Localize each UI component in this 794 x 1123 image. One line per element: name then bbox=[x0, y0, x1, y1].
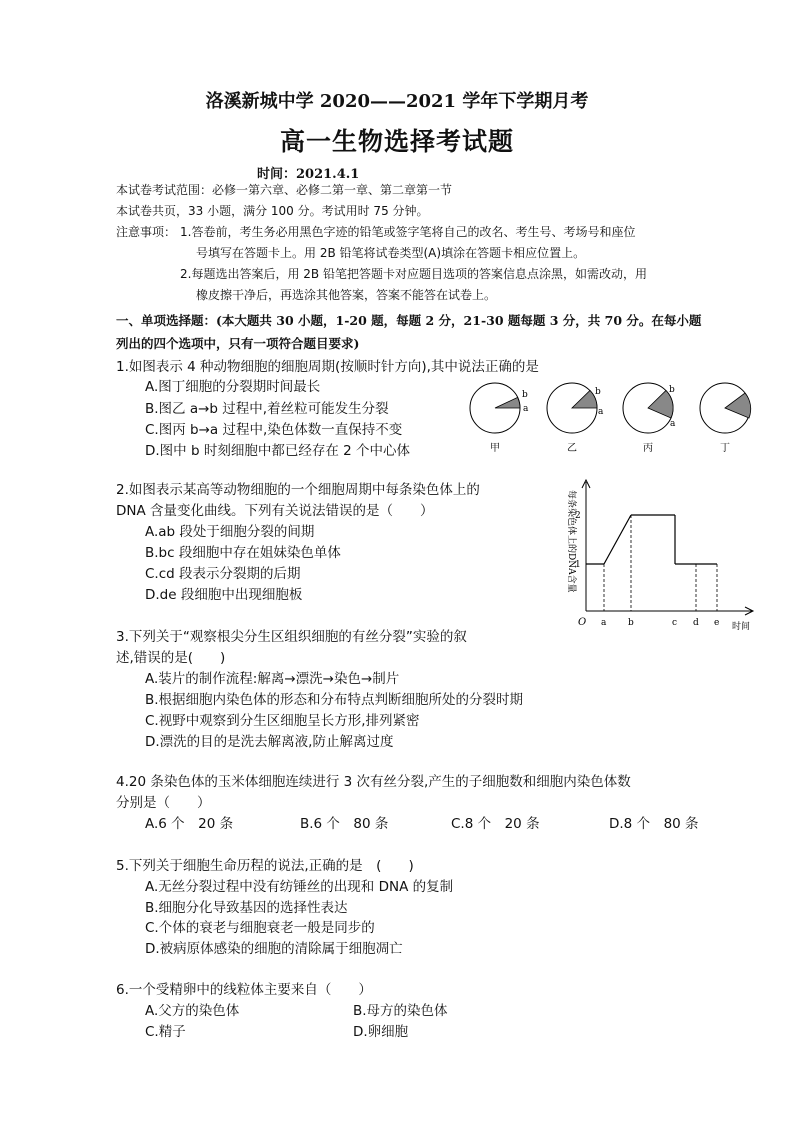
exam-subtitle: 高一生物选择考试题 bbox=[279, 127, 514, 156]
question-5-option-c: C.个体的衰老与细胞衰老一般是同步的 bbox=[145, 920, 375, 936]
question-2-option-a: A.ab 段处于细胞分裂的间期 bbox=[145, 524, 315, 540]
question-6-option-c: C.精子 bbox=[145, 1024, 186, 1040]
cycle-circle-ding bbox=[700, 383, 751, 454]
question-2-stem-cont: DNA 含量变化曲线。下列有关说法错误的是（ ） bbox=[116, 503, 434, 519]
graph-tick-1: 1 bbox=[575, 560, 581, 570]
graph-tick-d: d bbox=[693, 618, 699, 628]
question-3-option-c: C.视野中观察到分生区细胞呈长方形,排列紧密 bbox=[145, 713, 420, 729]
question-3-option-a: A.装片的制作流程:解离→漂洗→染色→制片 bbox=[145, 671, 400, 687]
exam-title: 洛溪新城中学 2020——2021 学年下学期月考 bbox=[205, 91, 589, 112]
yi-label: 乙 bbox=[567, 443, 577, 454]
question-1-option-c: C.图丙 b→a 过程中,染色体数一直保持不变 bbox=[145, 422, 403, 438]
graph-y-label: 每条染色体上的DNA含量 bbox=[566, 490, 576, 593]
section-heading-cont: 列出的四个选项中，只有一项符合题目要求) bbox=[116, 336, 360, 351]
question-6-option-a: A.父方的染色体 bbox=[145, 1003, 240, 1019]
cycle-circle-yi bbox=[547, 383, 604, 454]
bing-point-b: b bbox=[669, 385, 675, 395]
note2-line2: 橡皮擦干净后，再选涂其他答案，答案不能答在试卷上。 bbox=[196, 288, 497, 302]
exam-scope: 本试卷考试范围：必修一第六章、必修二第一章、第二章第一节 bbox=[116, 183, 453, 197]
exam-time: 时间：2021.4.1 bbox=[257, 167, 360, 182]
question-5-option-d: D.被病原体感染的细胞的清除属于细胞凋亡 bbox=[145, 941, 403, 957]
bing-label: 丙 bbox=[643, 443, 653, 454]
exam-pages: 本试卷共页，33 小题，满分 100 分。考试用时 75 分钟。 bbox=[116, 204, 429, 218]
note2-line1: 2.每题选出答案后，用 2B 铅笔把答题卡对应题目选项的答案信息点涂黑，如需改动，用 bbox=[180, 267, 647, 281]
question-6-stem: 6.一个受精卵中的线粒体主要来自（ ） bbox=[116, 982, 372, 998]
jia-point-a: a bbox=[523, 404, 529, 414]
ding-label: 丁 bbox=[720, 443, 730, 454]
question-1-stem: 1.如图表示 4 种动物细胞的细胞周期(按顺时针方向),其中说法正确的是 bbox=[116, 359, 539, 375]
graph-origin: O bbox=[578, 617, 587, 628]
graph-tick-2: 2 bbox=[575, 511, 581, 521]
question-4-stem-cont: 分别是（ ） bbox=[116, 795, 211, 811]
graph-tick-b: b bbox=[628, 618, 634, 628]
yi-point-a: a bbox=[598, 407, 604, 417]
question-5-option-a: A.无丝分裂过程中没有纺锤丝的出现和 DNA 的复制 bbox=[145, 879, 454, 895]
question-1-option-b: B.图乙 a→b 过程中,着丝粒可能发生分裂 bbox=[145, 401, 389, 417]
question-6-option-b: B.母方的染色体 bbox=[353, 1003, 448, 1019]
question-2-stem: 2.如图表示某高等动物细胞的一个细胞周期中每条染色体上的 bbox=[116, 482, 480, 498]
graph-x-label: 时间 bbox=[732, 622, 751, 632]
question-4-option-a: A.6 个 20 条 bbox=[145, 816, 234, 832]
question-1-option-a: A.图丁细胞的分裂期时间最长 bbox=[145, 379, 321, 395]
question-3-stem: 3.下列关于“观察根尖分生区组织细胞的有丝分裂”实验的叙 bbox=[116, 629, 467, 645]
bing-point-a: a bbox=[670, 419, 676, 429]
yi-point-b: b bbox=[595, 387, 601, 397]
graph-tick-c: c bbox=[672, 618, 678, 628]
jia-point-b: b bbox=[522, 390, 528, 400]
question-4-option-b: B.6 个 80 条 bbox=[300, 816, 389, 832]
graph-tick-e: e bbox=[714, 618, 720, 628]
question-4-stem: 4.20 条染色体的玉米体细胞连续进行 3 次有丝分裂,产生的子细胞数和细胞内染色体数 bbox=[116, 774, 631, 790]
question-4-option-d: D.8 个 80 条 bbox=[609, 816, 699, 832]
question-5-option-b: B.细胞分化导致基因的选择性表达 bbox=[145, 900, 348, 916]
question-2-option-c: C.cd 段表示分裂期的后期 bbox=[145, 566, 301, 582]
note1-line1: 1.答卷前，考生务必用黑色字迹的铅笔或签字笔将自己的改名、考生号、考场号和座位 bbox=[180, 225, 636, 239]
dna-content-graph bbox=[555, 478, 765, 633]
question-3-stem-cont: 述,错误的是( ) bbox=[116, 650, 226, 666]
notes-label: 注意事项： bbox=[116, 225, 177, 239]
question-4-option-c: C.8 个 20 条 bbox=[451, 816, 540, 832]
question-5-stem: 5.下列关于细胞生命历程的说法,正确的是 ( ) bbox=[116, 858, 414, 874]
section-heading: 一、单项选择题：(本大题共 30 小题，1-20 题，每题 2 分，21-30 题每题 3 分，共 70 分。在每小题 bbox=[116, 313, 702, 328]
question-2-option-d: D.de 段细胞中出现细胞板 bbox=[145, 587, 303, 603]
graph-tick-a: a bbox=[601, 618, 607, 628]
cycle-circle-jia bbox=[470, 383, 529, 454]
question-3-option-d: D.漂洗的目的是洗去解离液,防止解离过度 bbox=[145, 734, 394, 750]
question-2-option-b: B.bc 段细胞中存在姐妹染色单体 bbox=[145, 545, 341, 561]
jia-label: 甲 bbox=[490, 443, 500, 454]
cycle-circle-bing bbox=[623, 383, 676, 454]
cell-cycle-figure bbox=[460, 378, 760, 460]
note1-line2: 号填写在答题卡上。用 2B 铅笔将试卷类型(A)填涂在答题卡相应位置上。 bbox=[196, 246, 586, 260]
question-1-option-d: D.图中 b 时刻细胞中都已经存在 2 个中心体 bbox=[145, 443, 411, 459]
question-3-option-b: B.根据细胞内染色体的形态和分布特点判断细胞所处的分裂时期 bbox=[145, 692, 524, 708]
question-6-option-d: D.卵细胞 bbox=[353, 1024, 409, 1040]
